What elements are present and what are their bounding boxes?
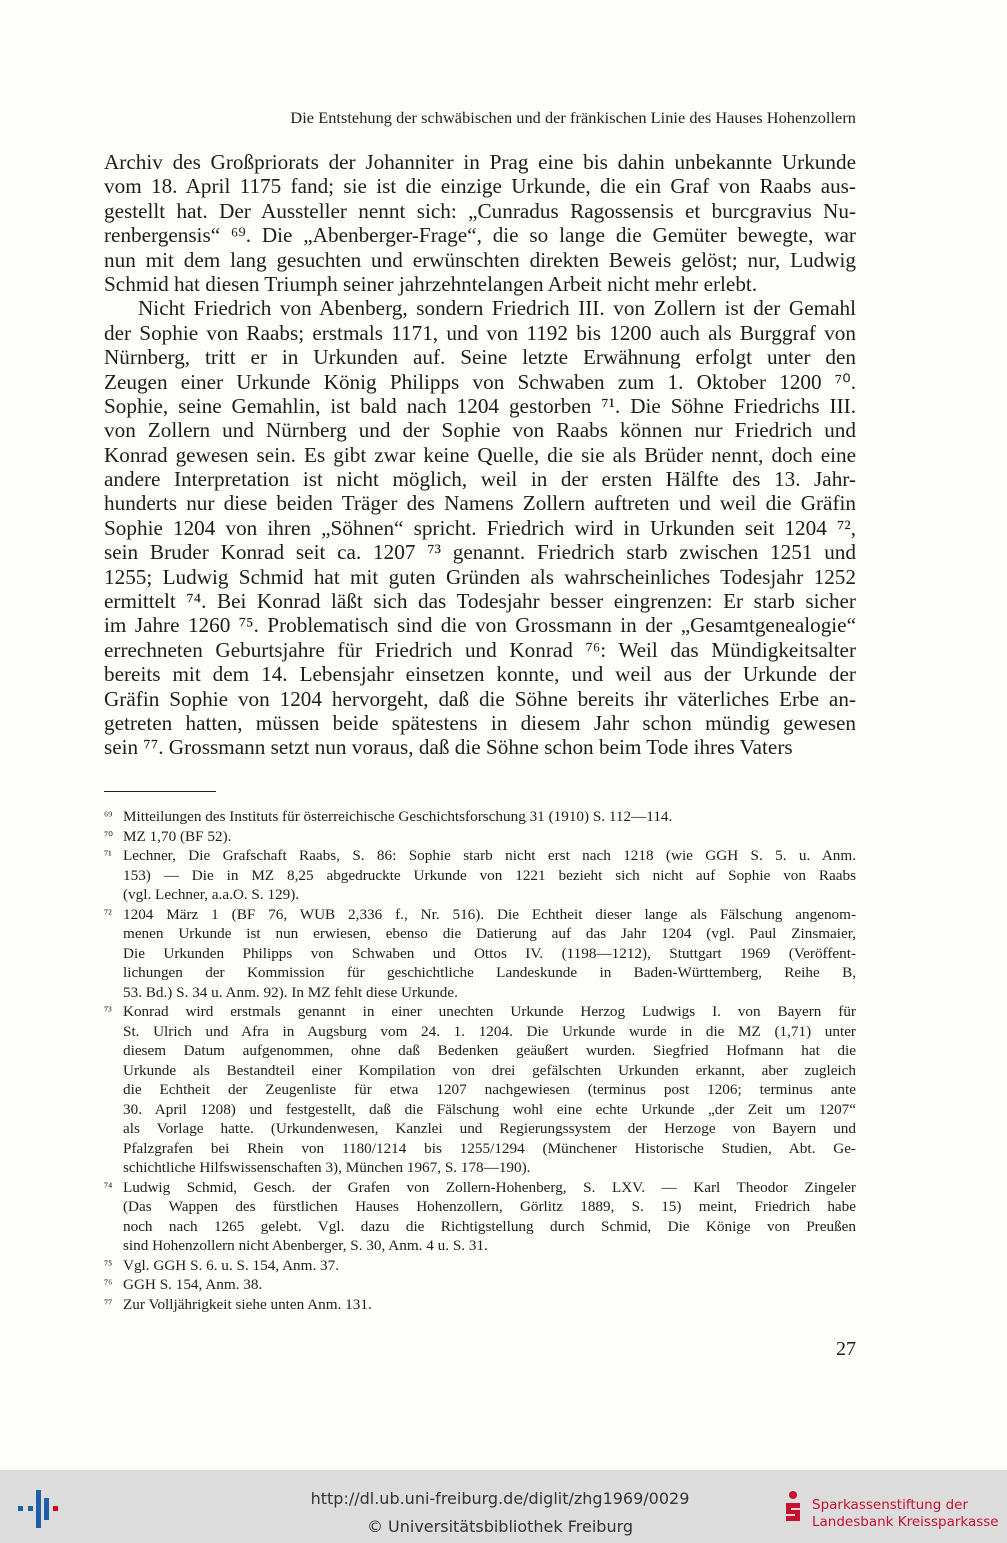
body-line: bereits mit dem 14. Lebensjahr einsetzen konnte, und weil aus der Urkunde der: [104, 662, 856, 687]
body-line: vom 18. April 1175 fand; sie ist die einzige Urkunde, die ein Graf von Raabs aus-: [104, 174, 856, 199]
body-line: der Sophie von Raabs; erstmals 1171, und von 1192 bis 1200 auch als Burggraf von: [104, 320, 856, 345]
footnote-line: [104, 1002, 856, 1022]
footnote-line: [104, 1158, 856, 1178]
body-line: von Zollern und Nürnberg und der Sophie von Raabs können nur Friedrich und: [104, 418, 856, 443]
footnote-text: Vgl. GGH S. 6. u. S. 154, Anm. 37.: [123, 1256, 340, 1274]
footnote-text: (vgl. Lechner, a.a.O. S. 129).: [123, 886, 300, 903]
body-line: Archiv des Großpriorats der Johanniter in Prag eine bis dahin unbekannte Urkunde: [104, 150, 856, 174]
page-number: 27: [836, 1338, 856, 1360]
footnote-line: [104, 1275, 856, 1295]
footnote-text: (Das Wappen des fürstlichen Hauses Hohenzollern, Görlitz 1889, S. 15) meint, Friedrich habe: [123, 1198, 856, 1215]
footnote-line: [104, 1080, 856, 1100]
footnote-text: 1204 März 1 (BF 76, WUB 2,336 f., Nr. 516). Die Echtheit dieser lange als Fälschung angenom-: [123, 905, 856, 923]
footnote-text: St. Ulrich und Afra in Augsburg vom 24. 1. 1204. Die Urkunde wurde in die MZ (1,71) unter: [123, 1022, 856, 1040]
permalink[interactable]: http://dl.ub.uni-freiburg.de/diglit/zhg1969/0029: [310, 1489, 690, 1508]
footnote-line: [104, 1022, 856, 1042]
body-line: Sophie 1204 von ihren „Söhnen“ spricht. Friedrich wird in Urkunden seit 1204 ⁷²,: [104, 515, 856, 540]
body-line: Konrad gewesen sein. Es gibt zwar keine Quelle, die sie als Brüder nennt, doch eine: [104, 442, 856, 467]
body-line: im Jahre 1260 ⁷⁵. Problematisch sind die von Grossmann in der „Gesamtgenealogie“: [104, 613, 856, 638]
footnote-line: [104, 1041, 856, 1061]
body-line: errechneten Geburtsjahre für Friedrich und Konrad ⁷⁶: Weil das Mündigkeitsalter: [104, 637, 856, 662]
footnote-text: lichungen der Kommission für geschichtliche Landeskunde in Baden-Württemberg, Reihe B,: [123, 964, 856, 981]
footnote-number: ⁷¹: [104, 848, 112, 862]
body-line: renbergensis“ ⁶⁹. Die „Abenberger-Frage“, die so lange die Gemüter bewegte, war: [104, 223, 856, 248]
footnotes: [104, 807, 856, 1314]
sparkasse-logo-icon[interactable]: [782, 1490, 804, 1524]
body-line: andere Interpretation ist nicht möglich, weil in der ersten Hälfte des 13. Jahr-: [104, 467, 856, 492]
sponsor-line-1: Sparkassenstiftung der: [812, 1497, 969, 1513]
footnote-number: ⁷²: [104, 906, 112, 921]
footnote-line: [104, 983, 856, 1003]
body-line: sein Bruder Konrad seit ca. 1207 ⁷³ genannt. Friedrich starb zwischen 1251 und: [104, 540, 856, 565]
footnote-text: sind Hohenzollern nicht Abenberger, S. 30, Anm. 4 u. S. 31.: [123, 1237, 488, 1254]
footnote-number: ⁷⁴: [104, 1179, 113, 1194]
sponsor-text[interactable]: [812, 1497, 1004, 1531]
footnote-line: [104, 1197, 856, 1217]
footnote-text: noch nach 1265 gelebt. Vgl. dazu die Richtigstellung durch Schmid, Die Könige von Preußen: [123, 1217, 856, 1235]
body-text: [104, 150, 856, 760]
footnote-text: Urkunde als Bestandteil einer Kompilation von drei gefälschten Urkunden erkannt, aber zugleich: [123, 1061, 856, 1079]
footnote-text: MZ 1,70 (BF 52).: [123, 827, 232, 845]
footnote-line: [104, 944, 856, 964]
footnote-line: [104, 846, 856, 866]
body-line: Zeugen einer Urkunde König Philipps von Schwaben zum 1. Oktober 1200 ⁷⁰.: [104, 369, 856, 394]
footnote-number: ⁷⁵: [104, 1257, 113, 1272]
footnote-line: [104, 1139, 856, 1159]
footnote-line: [104, 905, 856, 925]
copyright: © Universitätsbibliothek Freiburg: [366, 1517, 634, 1536]
body-line: getreten hatten, müssen beide spätestens in diesem Jahr schon mündig gewesen: [104, 710, 856, 735]
body-line: gestellt hat. Der Aussteller nennt sich: „Cunradus Ragossensis et burcgravius Nu-: [104, 198, 856, 223]
footnote-line: [104, 1061, 856, 1081]
body-line: Gräfin Sophie von 1204 hervorgeht, daß die Söhne bereits ihr väterliches Erbe an-: [104, 686, 856, 711]
footnote-text: Konrad wird erstmals genannt in einer unechten Urkunde Herzog Ludwigs I. von Bayern für: [123, 1003, 856, 1020]
footnote-text: 30. April 1208) und festgestellt, daß die Fälschung wohl eine echte Urkunde „der Zeit um 1207“: [123, 1100, 856, 1118]
footnote-text: Die Urkunden Philipps von Schwaben und Ottos IV. (1198—1212), Stuttgart 1969 (Veröffent-: [123, 944, 856, 962]
footnote-line: [104, 1295, 856, 1315]
footnote-number: ⁷⁰: [104, 828, 113, 843]
footnote-text: als Vorlage hatte. (Urkundenwesen, Kanzlei und Regierungssystem der Herzoge von Bayern und: [123, 1120, 856, 1137]
footnote-line: [104, 866, 856, 886]
body-line: hunderts nur diese beiden Träger des Namens Zollern auftreten und weil die Gräfin: [104, 491, 856, 516]
footnote-text: Mitteilungen des Instituts für österreichische Geschichtsforschung 31 (1910) S. 112—114.: [123, 808, 673, 825]
footnote-text: GGH S. 154, Anm. 38.: [123, 1276, 263, 1293]
running-head: Die Entstehung der schwäbischen und der fränkischen Linie des Hauses Hohenzollern: [290, 108, 856, 127]
body-line: Nicht Friedrich von Abenberg, sondern Friedrich III. von Zollern ist der Gemahl: [138, 296, 856, 321]
footnote-number: ⁶⁹: [104, 809, 113, 823]
footnote-text: menen Urkunde ist nun erwiesen, ebenso die Datierung auf das Jahr 1204 (vgl. Paul Zinsmaier,: [123, 925, 856, 942]
footnote-divider: [104, 791, 216, 792]
footnote-line: [104, 1100, 856, 1120]
footnote-number: ⁷⁷: [104, 1296, 113, 1311]
footnote-line: [104, 807, 856, 827]
body-line: sein ⁷⁷. Grossmann setzt nun voraus, daß die Söhne schon beim Tode ihres Vaters: [104, 735, 793, 760]
footnote-text: schichtliche Hilfswissenschaften 3), München 1967, S. 178—190).: [123, 1159, 531, 1176]
footnote-line: [104, 1217, 856, 1237]
footnote-text: Zur Volljährigkeit siehe unten Anm. 131.: [123, 1295, 372, 1313]
footnote-text: 53. Bd.) S. 34 u. Anm. 92). In MZ fehlt diese Urkunde.: [123, 983, 458, 1001]
body-line: ermittelt ⁷⁴. Bei Konrad läßt sich das Todesjahr besser eingrenzen: Er starb sicher: [104, 589, 856, 614]
footnote-number: ⁷³: [104, 1004, 112, 1018]
footnote-number: ⁷⁶: [104, 1277, 113, 1291]
footnote-line: [104, 1178, 856, 1198]
sponsor-line-2: Landesbank Kreissparkasse: [812, 1514, 999, 1530]
footnote-line: [104, 885, 856, 905]
footnote-line: [104, 924, 856, 944]
body-line: Sophie, seine Gemahlin, ist bald nach 1204 gestorben ⁷¹. Die Söhne Friedrichs III.: [104, 393, 856, 418]
footnote-line: [104, 1236, 856, 1256]
body-line: nun mit dem lang gesuchten und erwünschten direkten Beweis gelöst; nur, Ludwig: [104, 247, 856, 272]
footnote-text: diesem Datum aufgenommen, ohne daß Bedenken geäußert wurden. Siegfried Hofmann hat die: [123, 1042, 856, 1059]
footnote-text: Lechner, Die Grafschaft Raabs, S. 86: Sophie starb nicht erst nach 1218 (wie GGH S. 5. u. Anm.: [123, 847, 856, 864]
footnote-text: Pfalzgrafen bei Rhein von 1180/1214 bis 1255/1294 (Münchener Historische Studien, Abt. Ge-: [123, 1139, 856, 1157]
footnote-line: [104, 1119, 856, 1139]
footnote-line: [104, 1256, 856, 1276]
footnote-text: Ludwig Schmid, Gesch. der Grafen von Zollern-Hohenberg, S. LXV. — Karl Theodor Zingeler: [123, 1178, 856, 1196]
footnote-line: [104, 827, 856, 847]
footnote-line: [104, 963, 856, 983]
library-logo-icon[interactable]: [8, 1488, 68, 1530]
body-line: Schmid hat diesen Triumph seiner jahrzehntelangen Arbeit nicht mehr erlebt.: [104, 271, 758, 296]
body-line: Nürnberg, tritt er in Urkunden auf. Seine letzte Erwähnung erfolgt unter den: [104, 345, 856, 370]
footnote-text: die Echtheit der Zeugenliste für etwa 1207 nachgewiesen (terminus post 1206; terminus ante: [123, 1081, 856, 1098]
footnote-text: 153) — Die in MZ 8,25 abgedruckte Urkunde von 1221 bezieht sich nicht auf Sophie von Raabs: [123, 866, 856, 884]
body-line: 1255; Ludwig Schmid hat mit guten Gründen als wahrscheinliches Todesjahr 1252: [104, 564, 856, 589]
